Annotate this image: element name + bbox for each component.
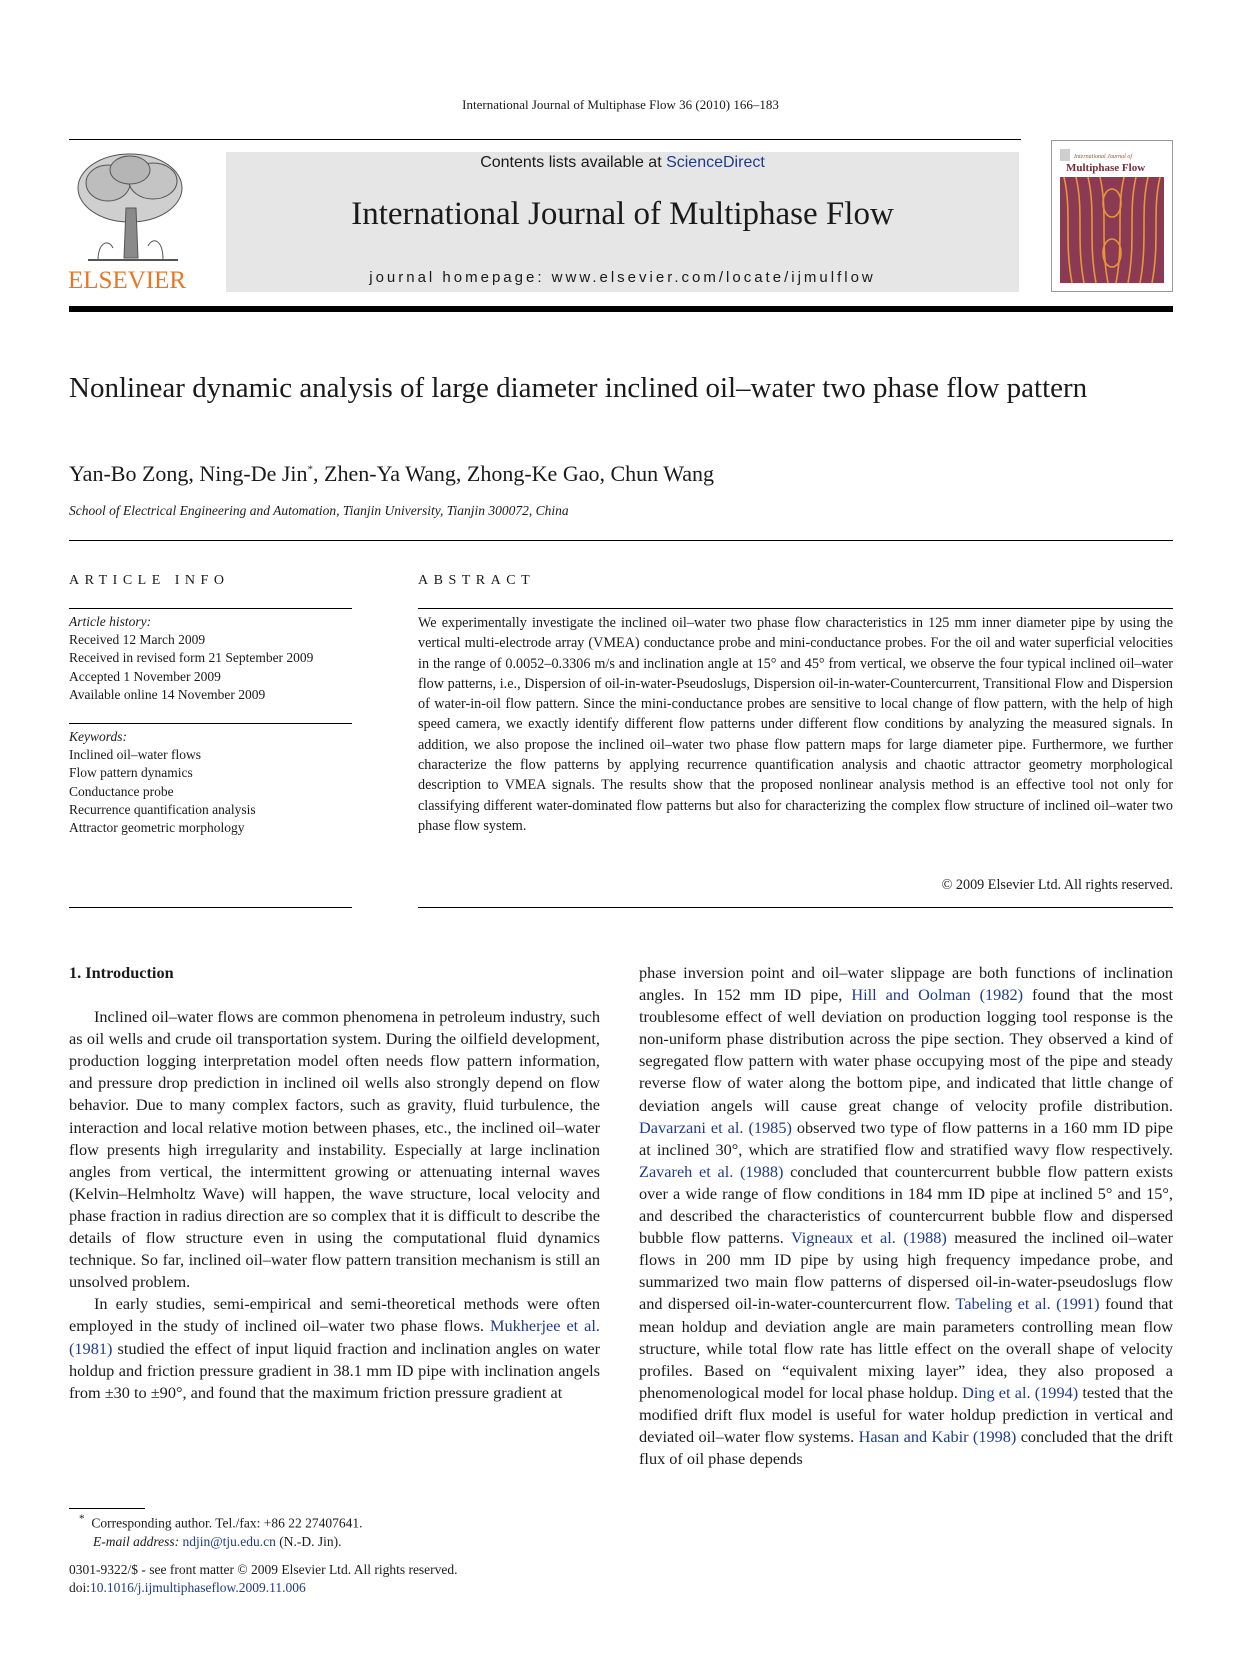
keyword: Conductance probe bbox=[69, 783, 174, 799]
body-paragraph: Inclined oil–water flows are common phenomena in petroleum industry, such as oil wells and crude oil transportation system. During the oilfield development, production logging interpretation model often needs flow pattern information, and pressure drop prediction in inclined oil wells also strongly depend on flow behavior. Due to many complex factors, such as gravity, fluid turbulence, the interaction and local relative motion between phases, etc., the inclined oil–water flow presents high irregularity and instability. Especially at large inclination angles from vertical, the intermittent growing or attenuating internal waves (Kelvin–Helmholtz Wave) will happen, the wave structure, local velocity and phase fraction in radius direction are so complex that it is difficult to describe the details of flow structure even in using the computational fluid dynamics technique. So far, inclined oil–water flow pattern transition mechanism is still an unsolved problem. bbox=[69, 1007, 600, 1292]
keywords-label: Keywords: bbox=[69, 729, 127, 744]
footnote bbox=[69, 1510, 600, 1551]
text-run: found that the most troublesome effect of well deviation on production logging tool response is the non-uniform phase distribution across the pipe section. They observed a kind of segregated flow pattern with water phase occupying most of the pipe and steady reverse flow of water along the bottom pipe, and indicated that little change of deviation angels will cause great change of velocity profile distribution. bbox=[639, 985, 1174, 1115]
history-item: Accepted 1 November 2009 bbox=[69, 668, 221, 684]
journal-cover-thumbnail[interactable] bbox=[1051, 140, 1173, 292]
section-heading: 1. Introduction bbox=[69, 963, 174, 982]
citation-link[interactable]: Hill and Oolman (1982) bbox=[851, 985, 1024, 1005]
citation-link[interactable]: Ding et al. (1994) bbox=[962, 1382, 1079, 1402]
body-column-right bbox=[639, 962, 1173, 1470]
homepage-line bbox=[226, 269, 1019, 286]
footnote-text: Corresponding author. Tel./fax: +86 22 27407641. bbox=[91, 1515, 363, 1531]
keyword: Recurrence quantification analysis bbox=[69, 801, 256, 817]
header-thick-rule bbox=[69, 306, 1173, 312]
author-name[interactable]: Chun Wang bbox=[610, 461, 715, 486]
abstract-rule bbox=[418, 608, 1173, 609]
front-matter-line: 0301-9322/$ - see front matter © 2009 Elsevier Ltd. All rights reserved. bbox=[69, 1562, 458, 1577]
sciencedirect-link[interactable]: ScienceDirect bbox=[666, 154, 765, 171]
keywords bbox=[69, 728, 359, 837]
abstract-rule bbox=[418, 907, 1173, 908]
citation-link[interactable]: Tabeling et al. (1991) bbox=[955, 1294, 1100, 1314]
footnote-line bbox=[69, 1510, 600, 1533]
contents-prefix: Contents lists available at bbox=[480, 154, 667, 171]
homepage-prefix: journal homepage: bbox=[369, 269, 552, 286]
history-item: Received 12 March 2009 bbox=[69, 632, 206, 648]
header-rule bbox=[69, 139, 1021, 140]
abstract-text: We experimentally investigate the inclined oil–water two phase flow characteristics in 125 mm inner diameter pipe by using the vertical multi-electrode array (VMEA) conductance probe and mini-conductance probes. For the oil and water superficial velocities in the range of 0.0052–0.3306 m/s and inclination angle at 15° and 45° from vertical, we observe the four typical inclined oil–water flow patterns, i.e., Dispersion of oil-in-water-Pseudoslugs, Dispersion oil-in-water-Countercurrent, Transitional Flow and Dispersion of water-in-oil flow pattern. Since the mini-conductance probes are sensitive to local change of flow pattern, with the help of high speed camera, we exactly identify different flow patterns under different flow conditions by analyzing the measured signals. In addition, we also propose the inclined oil–water two phase flow pattern maps for large diameter pipe. Furthermore, we further characterize the flow patterns by applying recurrence quantification analysis and chaotic attractor geometry morphological description to VMEA signals. The results show that the proposed nonlinear analysis method is an effective tool not only for classifying different water-dominated flow patterns but also for characterizing the complex flow structure of inclined oil–water two phase flow system. bbox=[418, 615, 1173, 834]
info-rule bbox=[69, 907, 352, 908]
elsevier-logo[interactable] bbox=[68, 148, 198, 296]
body-paragraph bbox=[69, 1293, 600, 1403]
journal-cover-image bbox=[1052, 141, 1172, 291]
bottom-info bbox=[69, 1561, 669, 1598]
footnote-rule bbox=[69, 1508, 145, 1509]
doi-link[interactable]: 10.1016/j.ijmultiphaseflow.2009.11.006 bbox=[90, 1580, 306, 1596]
keyword: Inclined oil–water flows bbox=[69, 747, 201, 763]
article-title: Nonlinear dynamic analysis of large diameter inclined oil–water two phase flow pattern bbox=[69, 372, 1088, 404]
author-name[interactable]: Yan-Bo Zong bbox=[69, 461, 189, 486]
citation-link[interactable]: Mukherjee et al. (1981) bbox=[69, 1316, 600, 1358]
info-rule bbox=[69, 608, 352, 609]
email-link[interactable]: ndjin@tju.edu.cn bbox=[182, 1533, 276, 1549]
keyword: Attractor geometric morphology bbox=[69, 820, 245, 836]
citation-link[interactable]: Vigneaux et al. (1988) bbox=[790, 1228, 947, 1248]
abstract-heading: ABSTRACT bbox=[418, 573, 536, 588]
elsevier-tree-icon bbox=[68, 148, 198, 296]
text-run: found that mean holdup and deviation angle are main parameters controlling mean flow structure, while total flow rate has little effect on the overall shape of velocity profiles. Based on “equivalent mixing layer” idea, they also proposed a phenomenological model for local phase holdup. bbox=[639, 1294, 1173, 1402]
article-history bbox=[69, 613, 359, 704]
footnote-mark: * bbox=[79, 1513, 85, 1525]
text-run: concluded that the drift flux of oil phase depends bbox=[639, 1426, 1174, 1469]
journal-banner bbox=[226, 152, 1019, 292]
elsevier-wordmark: ELSEVIER bbox=[68, 267, 187, 294]
cover-title-small: International Journal of bbox=[1074, 154, 1132, 160]
doi-label: doi: bbox=[69, 1580, 91, 1596]
cover-title-large: Multiphase Flow bbox=[1066, 162, 1146, 174]
doi-line bbox=[69, 1579, 669, 1597]
author-name[interactable]: Zhen-Ya Wang bbox=[324, 461, 456, 486]
text-run: measured the inclined oil–water flows in 200 mm ID pipe by using high frequency impedance probe, and summarized two main flow patterns of dispersed oil-in-water-pseudoslugs flow and dispersed oil-in-water-countercurrent flow. bbox=[639, 1228, 1174, 1314]
author-list: Yan-Bo Zong, Ning-De Jin*, Zhen-Ya Wang, Zhong-Ke Gao, Chun Wang bbox=[69, 461, 715, 486]
text-run: tested that the modified drift flux model is useful for water holdup prediction in vertical and deviated oil–water flow systems. bbox=[639, 1382, 1173, 1446]
footnote-line bbox=[69, 1533, 600, 1551]
title-rule bbox=[69, 540, 1173, 541]
text-run: phase inversion point and oil–water slippage are both functions of inclination angles. In 152 mm ID pipe, bbox=[639, 963, 1173, 1005]
text-run: studied the effect of input liquid fraction and inclination angles on water holdup and friction pressure gradient in 38.1 mm ID pipe with inclination angels from ±30 to ±90°, and found that the maximum friction pressure gradient at bbox=[69, 1338, 600, 1402]
email-label: E-mail address: bbox=[93, 1533, 183, 1549]
keyword: Flow pattern dynamics bbox=[69, 765, 193, 781]
corresponding-mark[interactable]: * bbox=[307, 463, 314, 476]
citation-link[interactable]: Davarzani et al. (1985) bbox=[639, 1117, 792, 1137]
affiliation: School of Electrical Engineering and Automation, Tianjin University, Tianjin 300072, China bbox=[69, 503, 569, 518]
abstract-copyright: © 2009 Elsevier Ltd. All rights reserved. bbox=[941, 877, 1173, 893]
body-paragraph bbox=[639, 962, 1173, 1470]
history-item: Available online 14 November 2009 bbox=[69, 686, 266, 702]
author-name[interactable]: Zhong-Ke Gao bbox=[466, 461, 600, 486]
text-run: concluded that countercurrent bubble flow pattern exists over a wide range of flow conditions in 184 mm ID pipe at inclined 5° and 15°, and described the characteristics of countercurrent bubble flow and dispersed bubble flow patterns. bbox=[639, 1161, 1173, 1248]
history-item: Received in revised form 21 September 2009 bbox=[69, 650, 314, 666]
text-run: observed two type of flow patterns in a 160 mm ID pipe at inclined 30°, which are stratified flow and stratified wavy flow respectively. bbox=[639, 1117, 1173, 1159]
history-label: Article history: bbox=[69, 614, 152, 629]
author-name[interactable]: Ning-De Jin bbox=[199, 461, 308, 486]
contents-line bbox=[226, 154, 1019, 172]
journal-title: International Journal of Multiphase Flow bbox=[351, 196, 894, 232]
citation-link[interactable]: Zavareh et al. (1988) bbox=[639, 1161, 784, 1181]
citation-link[interactable]: Hasan and Kabir (1998) bbox=[858, 1426, 1017, 1446]
email-suffix: (N.-D. Jin). bbox=[275, 1533, 342, 1549]
running-head: International Journal of Multiphase Flow 36 (2010) 166–183 bbox=[462, 97, 779, 112]
body-column-left bbox=[69, 962, 600, 1404]
info-rule bbox=[69, 723, 352, 724]
homepage-link[interactable]: www.elsevier.com/locate/ijmulflow bbox=[551, 269, 876, 286]
text-run: In early studies, semi-empirical and semi-theoretical methods were often employed in the study of inclined oil–water two phase flows. bbox=[69, 1294, 600, 1336]
article-info-heading: ARTICLE INFO bbox=[69, 573, 230, 588]
